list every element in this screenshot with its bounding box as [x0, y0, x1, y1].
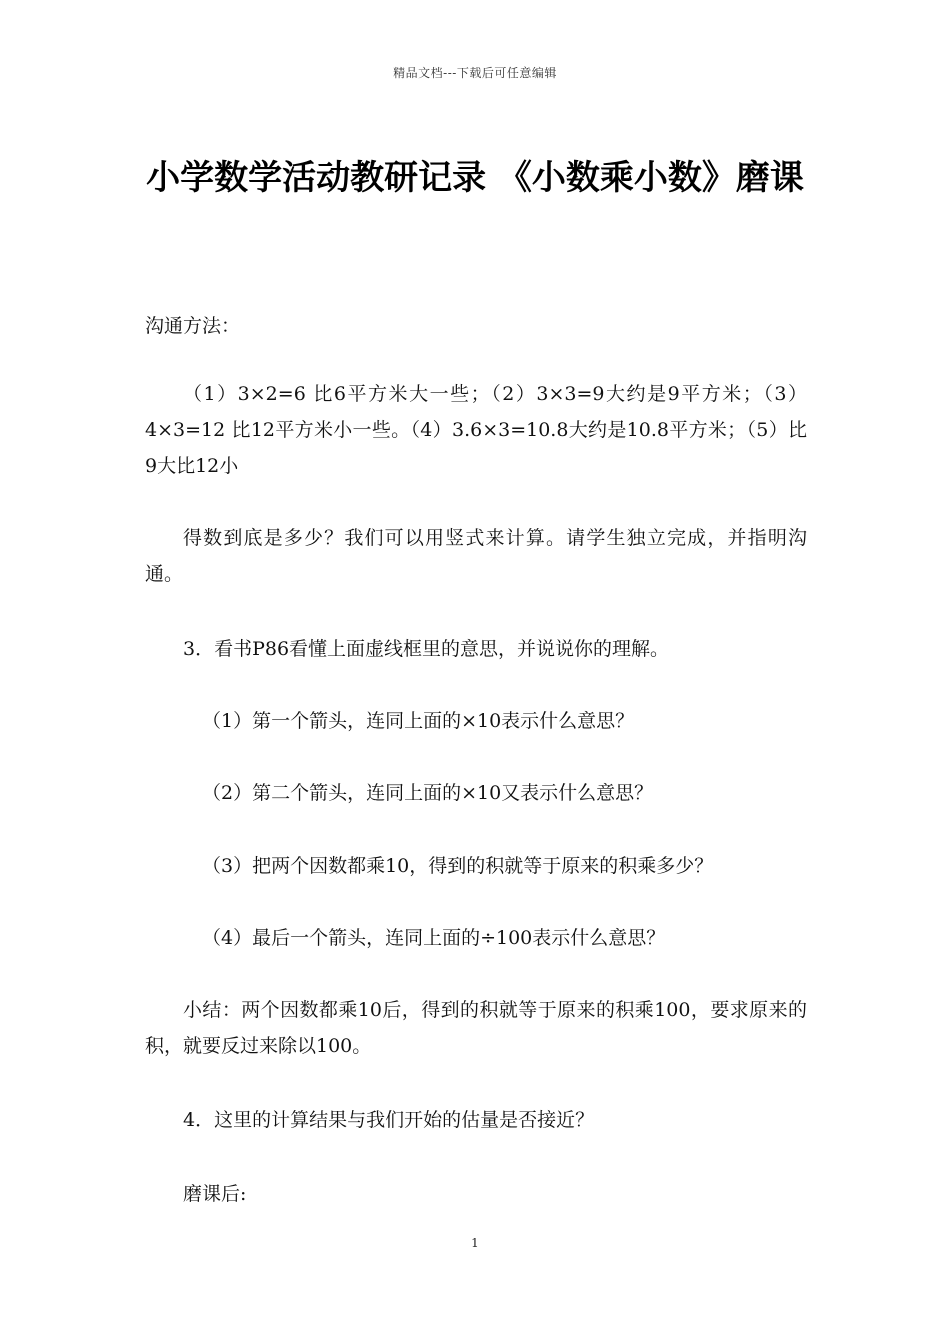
question-item-4: （4）最后一个箭头，连同上面的÷100表示什么意思？ [202, 927, 666, 949]
section-label: 沟通方法： [145, 315, 241, 337]
document-title: 小学数学活动教研记录 《小数乘小数》磨课 [146, 158, 804, 198]
question-item-2: （2）第二个箭头，连同上面的×10又表示什么意思？ [202, 782, 654, 804]
paragraph-vertical-calc: 得数到底是多少？我们可以用竖式来计算。请学生独立完成，并指明沟通。 [145, 527, 807, 585]
paragraph-estimates: （1）3×2=6 比6平方米大一些；（2）3×3=9大约是9平方米；（3）4×3=12 比12平方米小一些。（4）3.6×3=10.8大约是10.8平方米；（5）比9大比12小 [145, 383, 807, 477]
paragraph-compare-estimate: 4．这里的计算结果与我们开始的估量是否接近？ [183, 1109, 595, 1131]
paragraph-summary: 小结：两个因数都乘10后，得到的积就等于原来的积乘100，要求原来的积，就要反过来除以100。 [145, 999, 807, 1057]
paragraph-after-lesson: 磨课后: [183, 1183, 247, 1205]
question-item-3: （3）把两个因数都乘10，得到的积就等于原来的积乘多少？ [202, 855, 714, 877]
paragraph-read-book: 3．看书P86看懂上面虚线框里的意思，并说说你的理解。 [183, 638, 670, 660]
header-note: 精品文档---下载后可任意编辑 [393, 66, 557, 80]
question-item-1: （1）第一个箭头，连同上面的×10表示什么意思？ [202, 710, 635, 732]
page-number: 1 [471, 1236, 479, 1250]
